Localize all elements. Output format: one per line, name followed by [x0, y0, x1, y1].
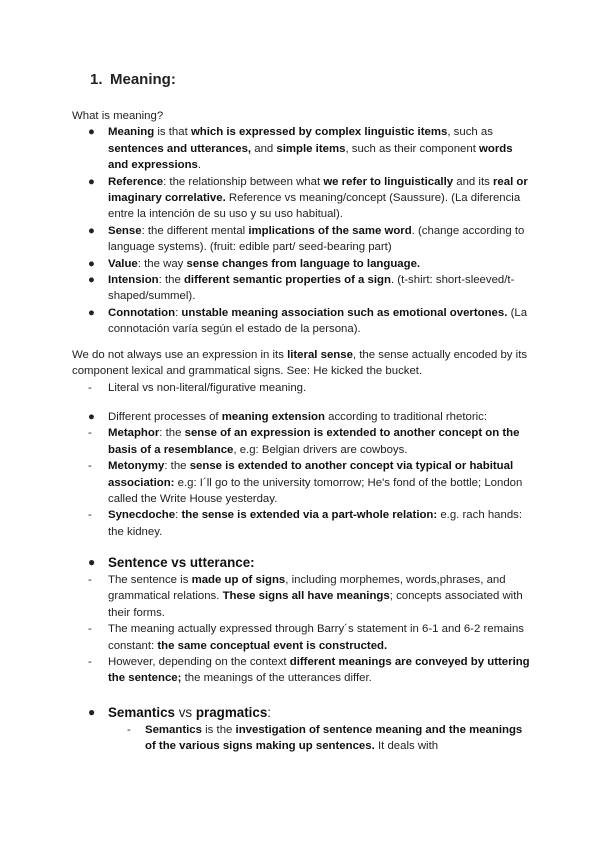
bold-text: made up of signs [191, 574, 286, 586]
bullet-icon: ● [88, 257, 95, 270]
text-run: . [197, 159, 202, 172]
bold-text: words and expressions [108, 142, 513, 172]
meaning-section [72, 108, 534, 338]
heading-title: Meaning: [110, 71, 176, 88]
bold-text: the sense is extended via a part-whole relation: [181, 509, 438, 522]
bold-text: different meanings are conveyed by uttering the sentence; [108, 656, 530, 685]
text-run: , the sense actually encoded by its component lexical and grammatical signs. See: He kicked the bucket. [72, 349, 528, 378]
bold-text: sense changes from language to language. [186, 257, 421, 270]
text-run: is the [201, 724, 236, 736]
dash-icon: - [88, 381, 92, 394]
section-heading [90, 70, 176, 90]
dash-icon: - [88, 574, 92, 586]
literal-sense-section [72, 347, 534, 396]
bold-text: Semantics [108, 705, 175, 720]
list-item [72, 572, 534, 621]
text-run: : [175, 509, 182, 522]
literal-paragraph [72, 347, 534, 380]
bold-text: which is expressed by complex linguistic items [190, 126, 448, 139]
semantics-title-list [72, 703, 534, 722]
dash-icon: - [88, 509, 92, 522]
list-item [72, 722, 534, 755]
list-item [72, 654, 534, 687]
text-run: according to traditional rhetoric: [324, 411, 488, 423]
bold-text: Value [108, 257, 138, 270]
literal-list [72, 380, 534, 396]
text-run: We do not always use an expression in its [72, 349, 288, 361]
bold-text: the same conceptual event is constructed. [157, 639, 388, 652]
bold-text: literal sense [287, 349, 353, 361]
bold-text: Synecdoche [108, 509, 176, 522]
list-item [72, 458, 534, 507]
text-run: : the [159, 427, 185, 440]
bold-text: Metonymy [108, 460, 165, 473]
bullet-icon: ● [88, 555, 96, 569]
bullet-icon: ● [88, 411, 95, 423]
extension-list [72, 409, 534, 540]
text-run: , e.g: Belgian drivers are cowboys. [233, 443, 408, 456]
text-run: (La connotación varía según el estado de la persona). [108, 306, 528, 336]
text-run: : the different mental [141, 224, 249, 237]
dash-icon: - [88, 427, 92, 440]
text-run: It deals with [374, 740, 439, 753]
list-item [72, 124, 534, 173]
bullet-icon: ● [88, 705, 96, 719]
list-item [72, 425, 534, 458]
bullet-icon: ● [88, 175, 95, 188]
bullet-icon: ● [88, 224, 95, 237]
bold-text: we refer to linguistically [323, 175, 454, 188]
bold-text: Reference [108, 175, 164, 188]
sentence-title [72, 553, 534, 572]
list-item [72, 621, 534, 654]
list-item [72, 223, 534, 256]
bold-text: unstable meaning association such as emotional overtones. [181, 306, 508, 319]
text-run: , including morphemes, words,phrases, and grammatical relations. [108, 574, 506, 603]
meaning-extension-section [72, 409, 534, 540]
bold-text: simple items [276, 142, 346, 155]
meaning-list [72, 124, 534, 337]
bold-text: Sense [108, 224, 142, 237]
bold-text: pragmatics [195, 705, 268, 720]
text-run: Literal vs non-literal/figurative meaning. [108, 381, 307, 394]
bold-text: real or imaginary correlative. [108, 175, 528, 205]
bold-text: sense of an expression is extended to another concept on the basis of a resemblance [108, 427, 520, 456]
bold-text: implications of the same word [248, 224, 412, 237]
dash-icon: - [127, 724, 131, 736]
semantics-pragmatics-section [72, 703, 534, 755]
text-run: Different processes of [108, 411, 222, 423]
text-run: The sentence is [108, 574, 192, 586]
text-run: . (t-shirt: short-sleeved/t-shaped/summel). [108, 274, 515, 303]
heading-number: 1. [90, 71, 103, 88]
dash-icon: - [88, 623, 92, 636]
list-item [72, 380, 534, 396]
bullet-icon: ● [88, 274, 95, 287]
bold-text: Meaning [108, 126, 155, 139]
bullet-icon: ● [88, 306, 95, 319]
bold-text: Sentence vs utterance: [108, 555, 255, 570]
text-run: , such as their component [345, 142, 480, 155]
semantics-list [72, 722, 534, 755]
list-item [72, 174, 534, 223]
text-run: : [267, 705, 272, 720]
list-item [72, 272, 534, 305]
bold-text: investigation of sentence meaning and the meanings of the various signs making up sentences. [145, 724, 523, 753]
text-run: : the [158, 274, 184, 287]
text-run: ; concepts associated with their forms. [108, 590, 523, 619]
bold-text: sentences and utterances, [108, 142, 252, 155]
text-run: Reference vs meaning/concept (Saussure). (La diferencia entre la intención de su uso y su uso habitual). [108, 192, 521, 221]
text-run: and [251, 142, 277, 155]
list-item [72, 409, 534, 425]
bold-text: Metaphor [108, 427, 160, 440]
list-item [72, 305, 534, 338]
bold-text: different semantic properties of a sign [183, 274, 391, 287]
text-run: : [175, 306, 182, 319]
list-item [72, 256, 534, 272]
text-run: The meaning actually expressed through Barry´s statement in 6-1 and 6-2 remains constant: [108, 623, 524, 652]
dash-icon: - [88, 460, 92, 473]
text-run: However, depending on the context [108, 656, 290, 669]
text-run: : the relationship between what [163, 175, 324, 188]
text-run: , such as [447, 126, 493, 139]
bold-text: Connotation [108, 306, 176, 319]
list-item [72, 507, 534, 540]
sentence-title-list [72, 553, 534, 572]
text-run: vs [175, 705, 196, 720]
text-run: the meanings of the utterances differ. [181, 672, 372, 685]
sentence-list [72, 572, 534, 687]
semantics-title [72, 703, 534, 722]
bold-text: Intension [108, 274, 159, 287]
text-run: and its [453, 175, 493, 188]
text-run: : the way [137, 257, 187, 270]
text-run: : the [164, 460, 190, 473]
bold-text: These signs all have meanings [222, 590, 390, 603]
bold-text: meaning extension [221, 411, 325, 423]
dash-icon: - [88, 656, 92, 669]
text-run: e.g: I´ll go to the university tomorrow; He's fond of the bottle; London called the Write House yesterday. [108, 476, 523, 506]
bold-text: Semantics [145, 724, 202, 736]
text-run: e.g. rach hands: the kidney. [108, 509, 523, 538]
sentence-utterance-section [72, 553, 534, 687]
text-run: . (change according to language systems). (fruit: edible part/ seed-bearing part) [108, 224, 525, 254]
text-run: is that [154, 126, 191, 139]
bold-text: sense is extended to another concept via typical or habitual association: [108, 460, 514, 489]
bullet-icon: ● [88, 126, 95, 139]
intro-question: What is meaning? [72, 110, 164, 122]
